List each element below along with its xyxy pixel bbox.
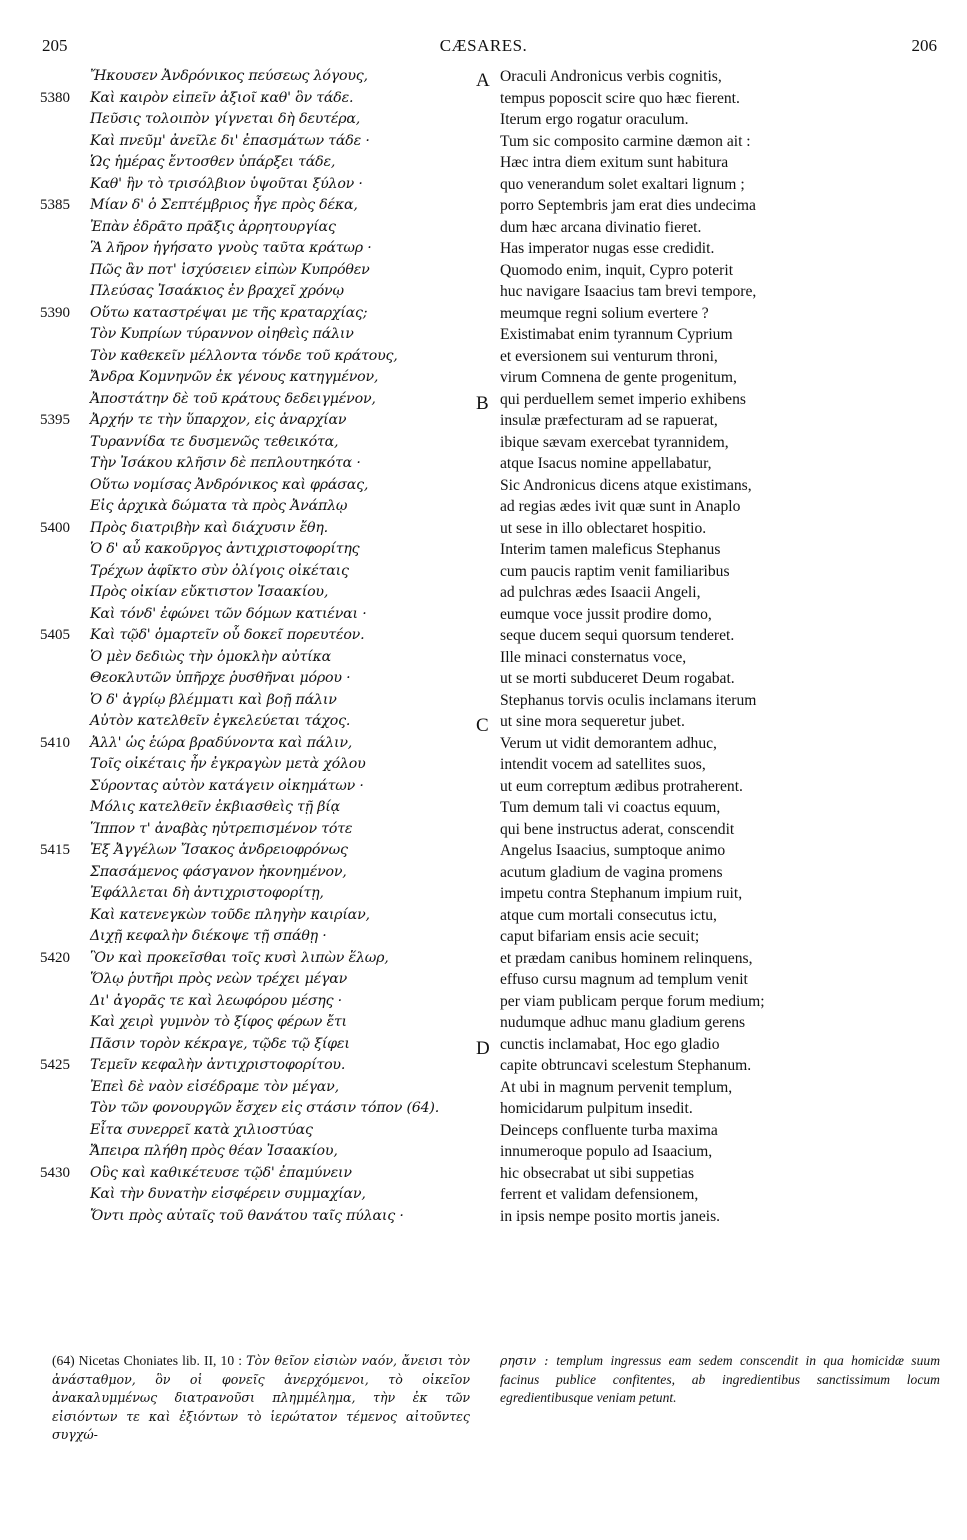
latin-verse-line	[500, 174, 940, 196]
latin-verse-line	[500, 1055, 940, 1077]
latin-verse-text: Has imperator nugas esse credidit.	[500, 240, 715, 257]
greek-verse-text: Μόλις κατελθεῖν ἐκβιασθεὶς τῇ βίᾳ	[90, 799, 340, 815]
latin-verse-line	[500, 1077, 940, 1099]
latin-verse-line	[500, 346, 940, 368]
footnote-right	[500, 1352, 940, 1408]
greek-verse-text: Ὁ δ' αὖ κακοῦργος ἀντιχριστοφορίτης	[90, 541, 360, 557]
latin-verse-text: quo venerandum solet exaltari lignum ;	[500, 175, 745, 193]
greek-verse-line	[40, 754, 490, 776]
latin-verse-text: homicidarum pulpitum insedit.	[500, 1100, 693, 1117]
greek-verse-text: Σπασάμενος φάσγανον ἠκονημένον,	[90, 863, 347, 880]
latin-verse-text: At ubi in magnum pervenit templum,	[500, 1078, 733, 1096]
latin-verse-line	[500, 496, 940, 518]
latin-verse-line	[500, 131, 940, 153]
greek-verse-line	[40, 1055, 490, 1077]
greek-verse-text: Ὄντι πρὸς αὐταῖς τοῦ θανάτου ταῖς πύλαις ·	[90, 1207, 404, 1224]
greek-verse-text: Ἐπὰν ἐδρᾶτο πρᾶξις ἀρρητουργίας	[90, 218, 336, 235]
latin-verse-text: Angelus Isaacius, sumptoque animo	[500, 842, 726, 859]
line-number: 5405	[40, 627, 70, 643]
greek-verse-line	[40, 152, 490, 174]
greek-verse-text: Μίαν δ' ὁ Σεπτέμβριος ἦγε πρὸς δέκα,	[90, 197, 358, 213]
greek-verse-text: Ὃν καὶ προκεῖσθαι τοῖς κυσὶ λιπὼν ἕλωρ,	[90, 949, 389, 966]
latin-verse-line	[500, 969, 940, 991]
greek-verse-text: Οὕτω νομίσας Ἀνδρόνικος καὶ φράσας,	[90, 476, 369, 493]
latin-verse-line	[500, 647, 940, 669]
latin-verse-text: Stephanus torvis oculis inclamans iterum	[500, 691, 757, 709]
latin-verse-text: acutum gladium de vagina promens	[500, 863, 723, 881]
greek-verse-text: Ἄπειρα πλήθη πρὸς θέαν Ἰσαακίου,	[90, 1143, 338, 1159]
greek-verse-text: Πῶς ἂν ποτ' ἰσχύσειεν εἰπὼν Κυπρόθεν	[90, 261, 370, 278]
line-number: 5425	[40, 1057, 70, 1073]
latin-verse-text: Deinceps confluente turba maxima	[500, 1121, 718, 1139]
latin-verse-line	[500, 1120, 940, 1142]
latin-verse-line	[500, 475, 940, 497]
greek-verse-line	[40, 604, 490, 626]
line-number: 5430	[40, 1164, 70, 1181]
greek-verse-line	[40, 926, 490, 948]
greek-verse-column	[40, 66, 490, 1356]
latin-verse-text: intendit vocem ad satellites suos,	[500, 756, 706, 773]
latin-verse-line	[500, 260, 940, 282]
greek-verse-line	[40, 561, 490, 583]
line-number: 5395	[40, 412, 70, 428]
latin-verse-text: qui perduellem semet imperio exhibens	[500, 390, 746, 408]
latin-verse-text: Oraculi Andronicus verbis cognitis,	[500, 68, 722, 85]
greek-verse-line	[40, 1034, 490, 1056]
latin-verse-text: ferrent et validam defensionem,	[500, 1186, 699, 1203]
latin-verse-text: in ipsis nempe posito mortis janeis.	[500, 1207, 721, 1225]
latin-verse-text: Quomodo enim, inquit, Cypro poterit	[500, 261, 734, 279]
greek-verse-line	[40, 776, 490, 798]
latin-verse-line	[500, 948, 940, 970]
section-marker: C	[476, 715, 489, 736]
latin-verse-line	[500, 303, 940, 325]
latin-verse-text: caput bifariam ensis acie secuit;	[500, 928, 700, 945]
latin-verse-line	[500, 733, 940, 755]
latin-verse-line	[500, 625, 940, 647]
latin-verse-line	[500, 819, 940, 841]
greek-verse-text: Καὶ κατενεγκὼν τοῦδε πληγὴν καιρίαν,	[90, 906, 370, 923]
greek-verse-line	[40, 346, 490, 368]
greek-verse-line	[40, 948, 490, 970]
greek-verse-text: Ἄνδρα Κομνηνῶν ἐκ γένους κατηγμένον,	[90, 369, 379, 385]
greek-verse-text: Τὸν καθεκεῖν μέλλοντα τόνδε τοῦ κράτους,	[90, 347, 398, 364]
greek-verse-text: Τὴν Ἰσάκου κλῆσιν δὲ πεπλουτηκότα ·	[90, 455, 361, 471]
latin-verse-line	[500, 432, 940, 454]
latin-verse-text: seque ducem sequi quorsum tenderet.	[500, 627, 735, 644]
greek-verse-line	[40, 711, 490, 733]
latin-verse-line	[500, 217, 940, 239]
latin-verse-line	[500, 991, 940, 1013]
latin-verse-line	[500, 604, 940, 626]
greek-verse-line	[40, 131, 490, 153]
greek-verse-text: Καθ' ἣν τὸ τρισόλβιον ὑψοῦται ξύλον ·	[90, 175, 363, 192]
greek-verse-line	[40, 410, 490, 432]
greek-verse-text: Αὐτὸν κατελθεῖν ἐγκελεύεται τάχος.	[90, 713, 351, 729]
latin-verse-line	[500, 754, 940, 776]
latin-verse-text: tempus poposcit scire quo hæc fierent.	[500, 89, 740, 107]
latin-verse-text: qui bene instructus aderat, conscendit	[500, 820, 735, 838]
greek-verse-text: Καὶ τῷδ' ὁμαρτεῖν οὗ δοκεῖ πορευτέον.	[90, 627, 365, 643]
greek-verse-text: Ὁ μὲν δεδιὼς τὴν ὁμοκλὴν αὐτίκα	[90, 648, 331, 665]
greek-verse-text: Θεοκλυτῶν ὑπῆρχε ῥυσθῆναι μόρου ·	[90, 670, 351, 686]
latin-verse-text: ad pulchras ædes Isaacii Angeli,	[500, 584, 701, 601]
latin-verse-text: huc navigare Isaacius tam brevi tempore,	[500, 283, 757, 300]
latin-verse-line	[500, 324, 940, 346]
greek-verse-line	[40, 432, 490, 454]
greek-verse-text: Πεῦσις τολοιπὸν γίγνεται δὴ δευτέρα,	[90, 111, 361, 127]
greek-verse-line	[40, 905, 490, 927]
greek-verse-line	[40, 389, 490, 411]
line-number: 5385	[40, 197, 70, 213]
greek-verse-text: Οὓς καὶ καθικέτευσε τῷδ' ἐπαμύνειν	[90, 1164, 352, 1181]
greek-verse-line	[40, 625, 490, 647]
footnote-reference: (64) Nicetas Choniates lib. II, 10 :	[52, 1353, 247, 1368]
latin-verse-line	[500, 797, 940, 819]
latin-verse-line	[500, 690, 940, 712]
latin-verse-text: Tum sic composito carmine dæmon ait :	[500, 132, 751, 150]
latin-verse-line	[500, 281, 940, 303]
latin-verse-line	[500, 1012, 940, 1034]
greek-verse-text: Εἶτα συνερρεῖ κατὰ χιλιοστύας	[90, 1121, 313, 1138]
latin-verse-text: effuso cursu magnum ad templum venit	[500, 971, 748, 988]
greek-verse-line	[40, 733, 490, 755]
latin-verse-text: ad regias ædes ivit quæ sunt in Anaplo	[500, 498, 741, 515]
greek-verse-line	[40, 1098, 490, 1120]
latin-verse-text: et prædam canibus hominem relinquens,	[500, 949, 753, 967]
greek-verse-text: Τὸν τῶν φονουργῶν ἔσχεν εἰς στάσιν τόπον (64).	[90, 1100, 440, 1116]
footnote-latin-translation: templum ingressus eam sedem conscendit in qua homicidæ suum facinus publice confitentes, ab ingredientibus sanctissimum locum egredientibusque veniam petunt.	[500, 1353, 941, 1405]
greek-verse-line	[40, 991, 490, 1013]
greek-verse-line	[40, 539, 490, 561]
greek-verse-text: Πλεύσας Ἰσαάκιος ἐν βραχεῖ χρόνῳ	[90, 283, 344, 299]
latin-verse-line	[500, 840, 940, 862]
greek-verse-text: Ἤκουσεν Ἀνδρόνικος πεύσεως λόγους,	[90, 68, 368, 84]
latin-verse-text: ut sese in illo oblectaret hospitio.	[500, 519, 707, 537]
greek-verse-line	[40, 1206, 490, 1228]
section-marker: B	[476, 392, 489, 414]
running-title: CÆSARES.	[439, 36, 528, 55]
greek-verse-line	[40, 238, 490, 260]
greek-verse-line	[40, 819, 490, 841]
latin-verse-line	[500, 1163, 940, 1185]
latin-verse-text: innumeroque populo ad Isaacium,	[500, 1143, 713, 1160]
greek-verse-line	[40, 883, 490, 905]
greek-verse-text: Πρὸς οἰκίαν εὔκτιστον Ἰσαακίου,	[90, 584, 329, 600]
latin-verse-line	[500, 238, 940, 260]
latin-verse-text: porro Septembris jam erat dies undecima	[500, 197, 756, 214]
greek-verse-text: Καὶ τόνδ' ἐφώνει τῶν δόμων κατιέναι ·	[90, 605, 367, 622]
latin-verse-line	[500, 561, 940, 583]
greek-verse-line	[40, 1012, 490, 1034]
latin-verse-line	[500, 1184, 940, 1206]
latin-verse-line	[476, 711, 940, 736]
greek-verse-text: Καὶ καιρὸν εἰπεῖν ἀξιοῖ καθ' ὃν τάδε.	[90, 89, 354, 106]
greek-verse-line	[40, 88, 490, 110]
greek-verse-text: Ὅλῳ ῥυτῆρι πρὸς νεὼν τρέχει μέγαν	[90, 971, 348, 987]
latin-verse-text: Tum demum tali vi coactus equum,	[500, 799, 721, 816]
latin-verse-line	[500, 883, 940, 905]
greek-verse-text: Ἐξ Ἀγγέλων Ἴσακος ἀνδρειοφρόνως	[90, 842, 348, 858]
greek-verse-text: Ἐπεὶ δὲ ναὸν εἰσέδραμε τὸν μέγαν,	[90, 1078, 339, 1095]
greek-verse-text: Τὸν Κυπρίων τύραννον οἰηθεὶς πάλιν	[90, 326, 354, 342]
greek-verse-line	[40, 303, 490, 325]
latin-verse-line	[500, 905, 940, 927]
latin-verse-text: et eversionem sui venturum throni,	[500, 347, 718, 365]
latin-verse-text: capite obtruncavi scelestum Stephanum.	[500, 1057, 752, 1074]
footnote-greek-quote: Τὸν θεῖον εἰσιὼν ναόν, ἄνεισι τὸν ἀνάσταθμον, ὃν οἱ φονεῖς ἀνερχόμενοι, τὸ οἰκεῖον ἀνακαλυμμένως διατρανοῦσι πλημμέλημα, τὴν ἐκ τῶν εἰσιόντων τε καὶ ἐξιόντων τὸ ἱερώτατον τέμενος αἰτοῦντες συγχώ-	[52, 1353, 471, 1442]
latin-verse-text: insulæ præfecturam ad se rapuerat,	[500, 412, 718, 429]
latin-verse-line	[500, 195, 940, 217]
greek-verse-line	[40, 324, 490, 346]
latin-verse-line	[500, 518, 940, 540]
greek-verse-text: Τοῖς οἰκέταις ἦν ἐγκραγὼν μετὰ χόλου	[90, 756, 366, 772]
page-number-right: 206	[911, 36, 937, 55]
greek-verse-line	[40, 453, 490, 475]
footnote-greek-continuation: ρησιν :	[500, 1353, 557, 1368]
latin-verse-text: eumque voce jussit prodire domo,	[500, 605, 712, 623]
latin-verse-text: virum Comnena de gente progenitum,	[500, 369, 737, 386]
greek-verse-text: Πᾶσιν τορὸν κέκραγε, τῷδε τῷ ξίφει	[90, 1035, 350, 1052]
greek-verse-line	[40, 969, 490, 991]
latin-verse-text: cunctis inclamabat, Hoc ego gladio	[500, 1035, 720, 1053]
greek-verse-text: Καὶ τὴν δυνατὴν εἰσφέρειν συμμαχίαν,	[90, 1186, 366, 1202]
greek-verse-line	[40, 260, 490, 282]
latin-verse-text: Iterum ergo rogatur oraculum.	[500, 111, 689, 128]
greek-verse-line	[40, 195, 490, 217]
greek-verse-line	[40, 518, 490, 540]
greek-verse-text: Ἐφάλλεται δὴ ἀντιχριστοφορίτῃ,	[90, 885, 324, 901]
greek-verse-line	[40, 862, 490, 884]
greek-verse-text: Ἀρχήν τε τὴν ὕπαρχον, εἰς ἀναρχίαν	[90, 412, 347, 428]
latin-verse-line	[500, 88, 940, 110]
page-header	[0, 36, 967, 60]
greek-verse-text: Οὕτω καταστρέψαι με τῆς κραταρχίας;	[90, 304, 368, 321]
latin-verse-text: Ille minaci consternatus voce,	[500, 648, 687, 666]
greek-verse-line	[40, 690, 490, 712]
greek-verse-line	[40, 109, 490, 131]
greek-verse-text: Τυραννίδα τε δυσμενῶς τεθεικότα,	[90, 433, 339, 450]
latin-verse-line	[500, 410, 940, 432]
latin-verse-text: Verum ut vidit demorantem adhuc,	[500, 734, 717, 752]
greek-verse-text: Πρὸς διατριβὴν καὶ διάχυσιν ἔθη.	[90, 519, 328, 536]
greek-verse-text: Ἀλλ' ὡς ἑώρα βραδύνοντα καὶ πάλιν,	[90, 734, 353, 751]
latin-verse-line	[476, 389, 940, 414]
latin-verse-text: atque cum mortali consecutus ictu,	[500, 906, 717, 924]
line-number: 5390	[40, 304, 70, 321]
greek-verse-line	[40, 668, 490, 690]
latin-verse-line	[500, 776, 940, 798]
latin-verse-line	[476, 1034, 940, 1059]
latin-verse-text: meumque regni solium evertere ?	[500, 304, 709, 322]
greek-verse-text: Τεμεῖν κεφαλὴν ἀντιχριστοφορίτου.	[90, 1057, 346, 1073]
greek-verse-text: Εἰς ἀρχικὰ δώματα τὰ πρὸς Ἀνάπλῳ	[90, 498, 348, 514]
greek-verse-line	[40, 840, 490, 862]
line-number: 5410	[40, 734, 70, 751]
latin-verse-line	[476, 66, 940, 91]
greek-verse-text: Τρέχων ἀφῖκτο σὺν ὀλίγοις οἰκέταις	[90, 562, 349, 579]
greek-verse-line	[40, 1141, 490, 1163]
latin-verse-text: nudumque adhuc manu gladium gerens	[500, 1014, 746, 1031]
greek-verse-text: Ἵππον τ' ἀναβὰς ηὐτρεπισμένον τότε	[90, 820, 353, 837]
latin-verse-text: Interim tamen maleficus Stephanus	[500, 541, 721, 558]
greek-verse-line	[40, 1184, 490, 1206]
latin-verse-text: ut sine mora sequeretur jubet.	[500, 713, 685, 730]
greek-verse-line	[40, 1120, 490, 1142]
footnote-left	[52, 1352, 470, 1445]
greek-verse-text: Ὡς ἡμέρας ἔντοσθεν ὑπάρξει τάδε,	[90, 154, 336, 170]
latin-verse-text: Existimabat enim tyrannum Cyprium	[500, 326, 733, 343]
latin-verse-line	[500, 582, 940, 604]
line-number: 5380	[40, 89, 70, 106]
latin-verse-line	[500, 668, 940, 690]
greek-verse-text: Καὶ χειρὶ γυμνὸν τὸ ξίφος φέρων ἔτι	[90, 1014, 347, 1030]
latin-verse-text: Hæc intra diem exitum sunt habitura	[500, 154, 729, 171]
greek-verse-line	[40, 647, 490, 669]
latin-verse-text: cum paucis raptim venit familiaribus	[500, 562, 730, 580]
latin-translation-column	[476, 66, 940, 1356]
line-number: 5400	[40, 519, 70, 536]
greek-verse-text: Ἀποστάτην δὲ τοῦ κράτους δεδειγμένον,	[90, 390, 376, 407]
latin-verse-line	[500, 1206, 940, 1228]
greek-verse-text: Σύροντας αὐτὸν κατάγειν οἰκημάτων ·	[90, 777, 364, 794]
latin-verse-text: per viam publicam perque forum medium;	[500, 992, 765, 1010]
latin-verse-line	[500, 862, 940, 884]
latin-verse-line	[500, 1141, 940, 1163]
line-number: 5420	[40, 949, 70, 966]
latin-verse-text: hic obsecrabat ut sibi suppetias	[500, 1164, 695, 1182]
latin-verse-line	[500, 152, 940, 174]
latin-verse-text: impetu contra Stephanum impium ruit,	[500, 885, 743, 902]
greek-verse-line	[40, 582, 490, 604]
latin-verse-line	[500, 109, 940, 131]
latin-verse-line	[500, 1098, 940, 1120]
greek-verse-line	[40, 797, 490, 819]
greek-verse-line	[40, 1077, 490, 1099]
greek-verse-line	[40, 496, 490, 518]
latin-verse-line	[500, 367, 940, 389]
latin-verse-line	[500, 539, 940, 561]
section-marker: A	[476, 70, 490, 91]
section-marker: D	[476, 1037, 490, 1059]
greek-verse-text: Ὁ δ' ἀγρίῳ βλέμματι καὶ βοῇ πάλιν	[90, 691, 337, 708]
greek-verse-line	[40, 217, 490, 239]
greek-verse-text: Ἃ λῆρον ἡγήσατο γνοὺς ταῦτα κράτωρ ·	[90, 240, 372, 256]
greek-verse-line	[40, 66, 490, 88]
greek-verse-line	[40, 367, 490, 389]
latin-verse-text: ibique sævam exercebat tyrannidem,	[500, 433, 729, 451]
page-number-left: 205	[42, 36, 68, 55]
latin-verse-text: Sic Andronicus dicens atque existimans,	[500, 476, 752, 494]
greek-verse-line	[40, 281, 490, 303]
latin-verse-text: ut eum correptum ædibus protraherent.	[500, 777, 743, 795]
greek-verse-text: Δι' ἀγορᾶς τε καὶ λεωφόρου μέσης ·	[90, 992, 342, 1009]
line-number: 5415	[40, 842, 70, 858]
latin-verse-line	[500, 453, 940, 475]
latin-verse-text: dum hæc arcana divinatio fieret.	[500, 218, 702, 236]
greek-verse-line	[40, 174, 490, 196]
greek-verse-line	[40, 1163, 490, 1185]
latin-verse-line	[500, 926, 940, 948]
latin-verse-text: atque Isacus nomine appellabatur,	[500, 455, 712, 472]
greek-verse-text: Διχῇ κεφαλὴν διέκοψε τῇ σπάθῃ ·	[90, 928, 327, 944]
greek-verse-text: Καὶ πνεῦμ' ἀνεῖλε δι' ἐπασμάτων τάδε ·	[90, 132, 370, 149]
latin-verse-text: ut se morti subduceret Deum rogabat.	[500, 670, 735, 687]
greek-verse-line	[40, 475, 490, 497]
